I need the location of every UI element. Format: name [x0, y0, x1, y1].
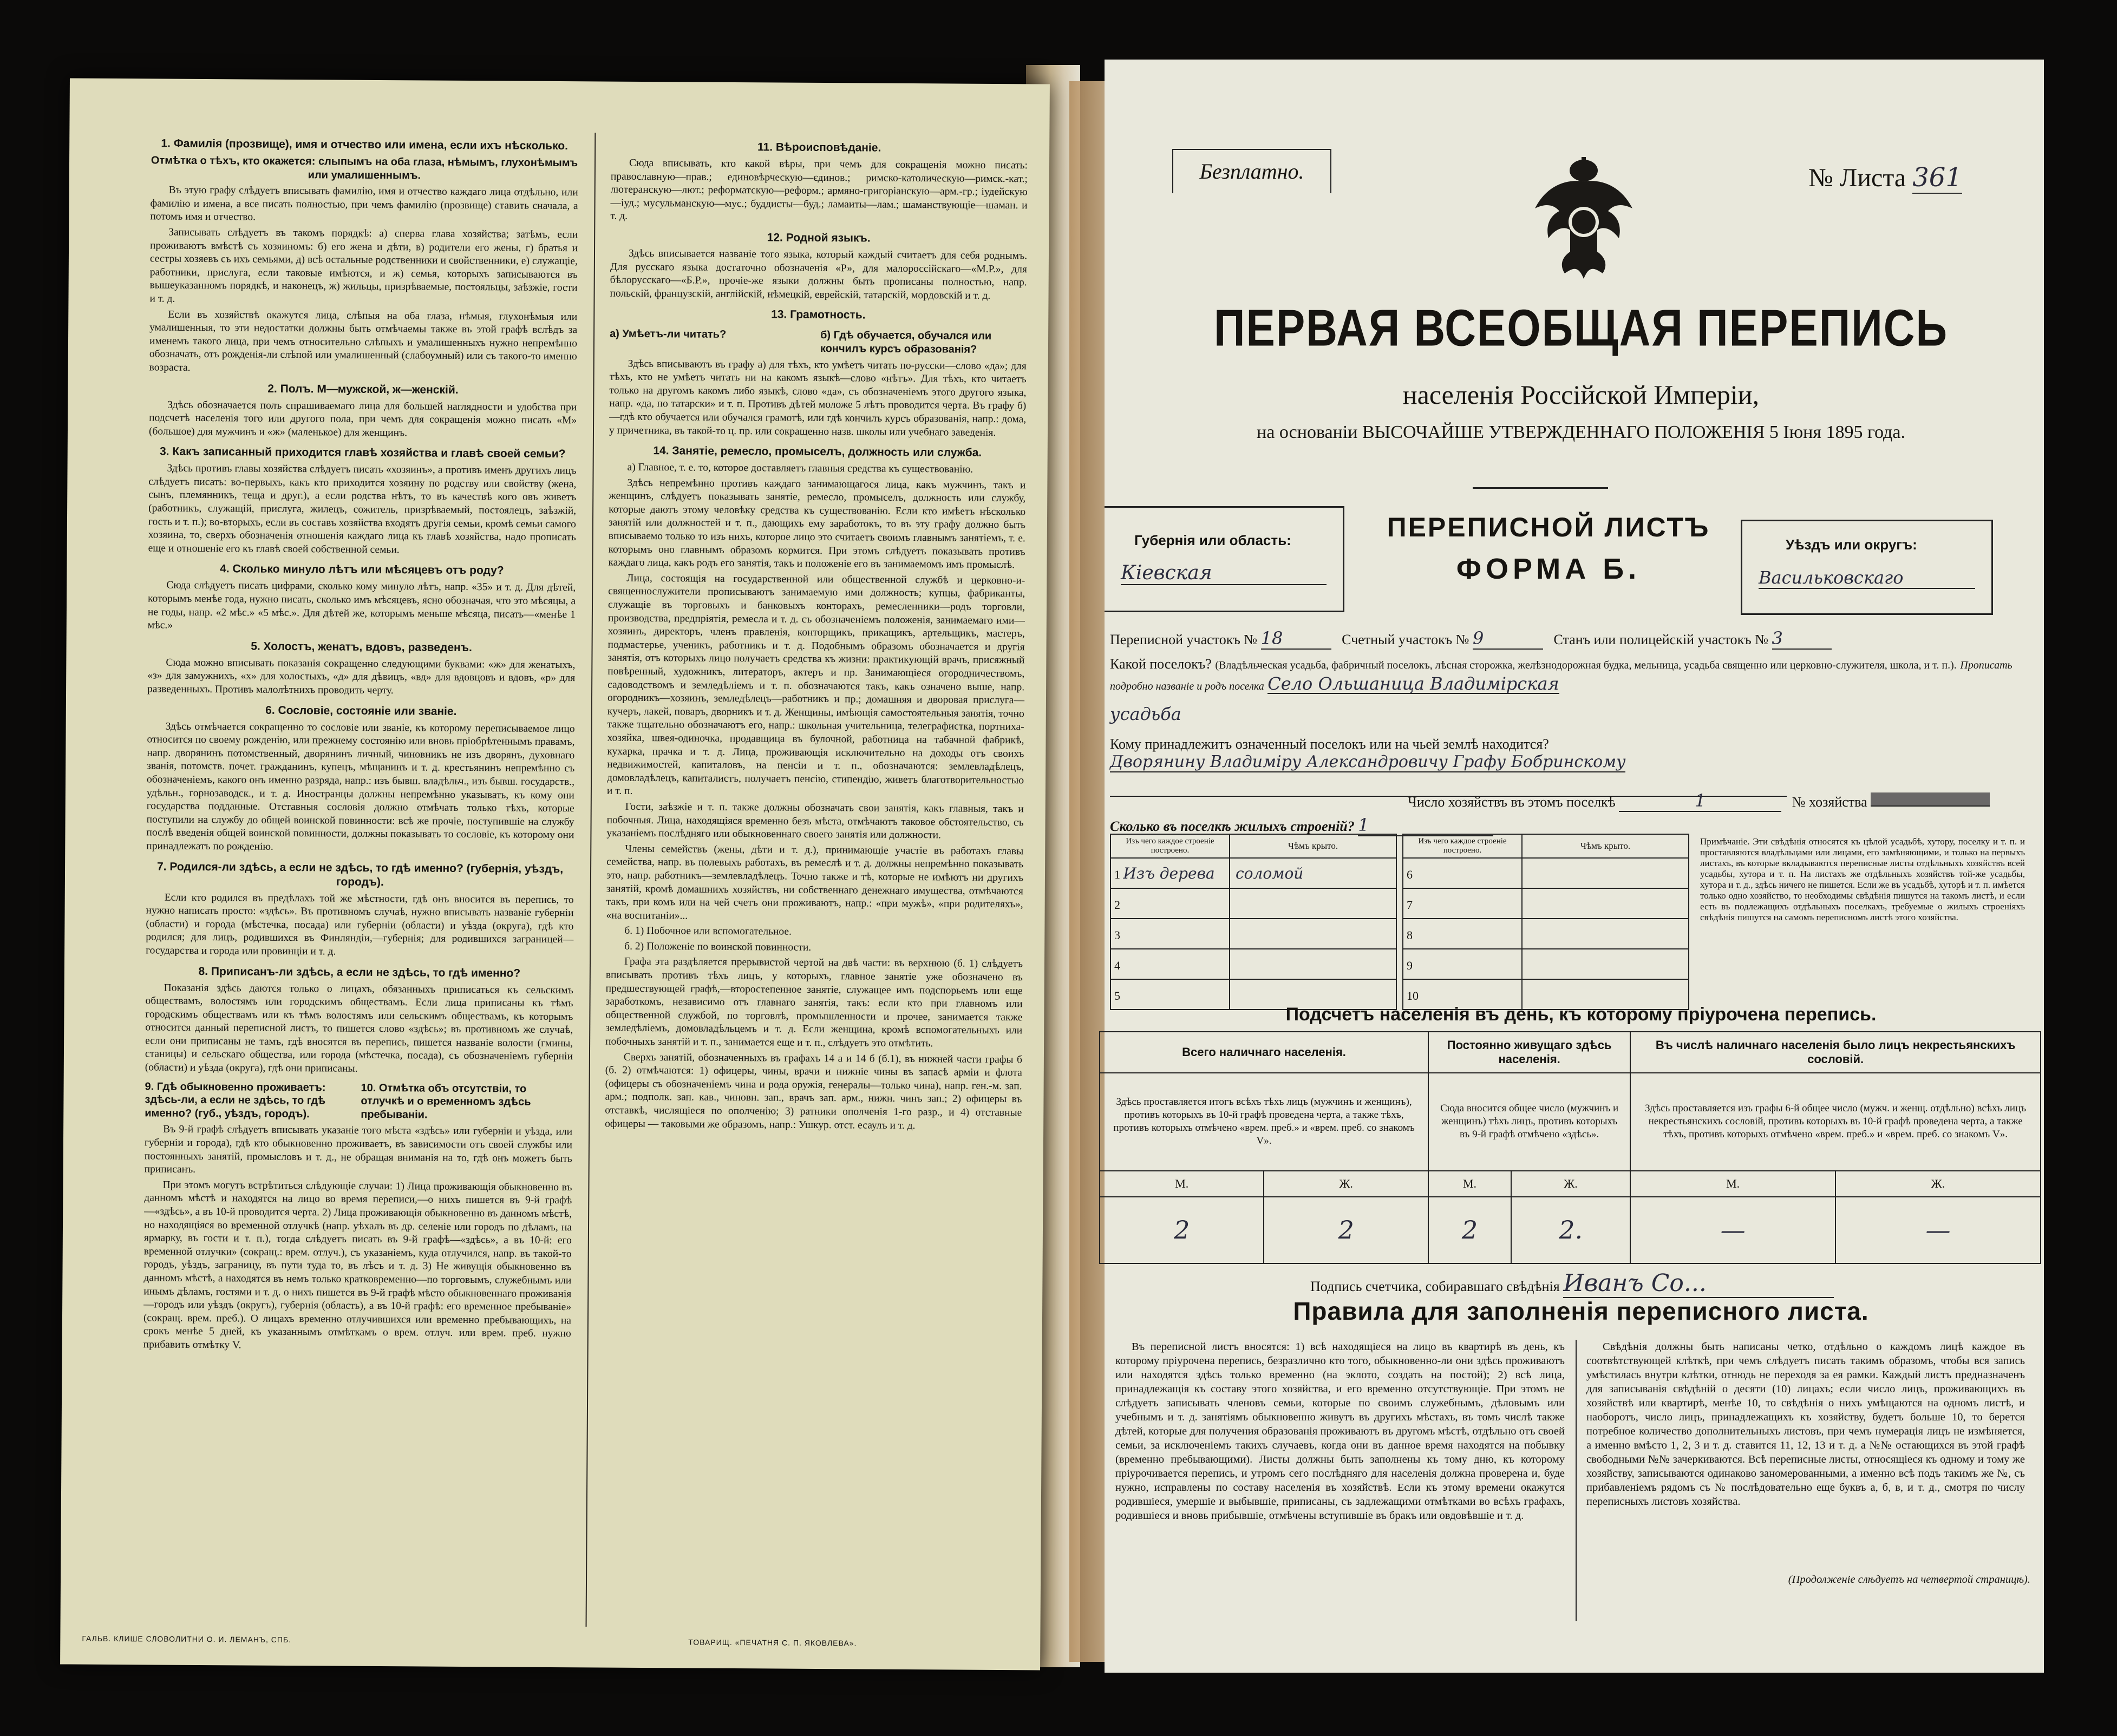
section-heading: 7. Родился-ли здѣсь, а если не здѣсь, то гдѣ именно? (губернія, уѣздъ, городъ). — [156, 860, 564, 888]
sex-column-label: М. — [1630, 1171, 1835, 1197]
stan-value[interactable]: 3 — [1772, 628, 1832, 650]
building-number: 9 — [1407, 958, 1413, 972]
building-material-cell[interactable] — [1110, 949, 1230, 979]
sheet-number-label: № Листа — [1808, 163, 1906, 192]
form-label: ФОРМА Б. — [1456, 553, 1641, 585]
section-heading-pair — [145, 1077, 573, 1126]
count-description: Здѣсь проставляется изъ графы 6-й общее число (мужч. и женщ. отдѣльно) всѣхъ лицъ некрестьянскихъ сословій, противъ которыхъ въ 10-й графѣ проведена черта, а также тѣхъ, противъ которыхъ отмѣчено «врем. преб.» и «врем. преб. со знакомъ V». — [1630, 1073, 2041, 1171]
instruction-paragraph: Здѣсь обозначается полъ спрашиваемаго лица для большей наглядности и удобства при подсчетѣ населенія того или другого пола, при чемъ для сокращенія можно писать «М» (большое) для мужчинъ и «ж» (маленькое) для женщинъ. — [148, 399, 577, 439]
count-value-cell[interactable]: 2. — [1511, 1197, 1630, 1263]
section-heading: 1. Фамилія (прозвище), имя и отчество или имена, если ихъ нѣсколько. — [161, 137, 569, 153]
instruction-paragraph: Если въ хозяйствѣ окажутся лица, слѣпыя на оба глаза, нѣмыя, глухонѣмыя или умалишенныя, то эти недостатки должны быть отмѣчаемы также въ этой графѣ вслѣдъ за именемъ такого лица, при чемъ относительно слѣпыхъ и умалишенныхъ нужно непремѣнно обозначать, отъ рожденія-ли слѣпой или умалишенный (слабоумный) или съ такого-то именно возраста. — [149, 309, 578, 374]
count-header: Всего наличнаго населенія. — [1100, 1032, 1428, 1073]
stan-label: Станъ или полицейскій участокъ № — [1553, 632, 1769, 647]
instruction-paragraph: б. 2) Положеніе по воинской повинности. — [624, 940, 812, 953]
instruction-paragraph: Здѣсь непремѣнно противъ каждаго занимающагося лица, какъ мужчинъ, такъ и женщинъ, слѣдуетъ показывать занятіе, ремесло, промыселъ, должность или службу, которые даютъ этому человѣку средства къ существованію. Если кто имѣетъ нѣсколько занятій или должностей и т. п., дающихъ ему заработокъ, то въ эту графу должно быть вписываемо только то изъ нихъ, которое лицо это считаетъ своимъ главнымъ занятіемъ, т. е. которымъ оно главнымъ образомъ кормится. При этомъ слѣдуетъ показывать противъ каждаго лица, какъ родъ его занятія, такъ и положеніе его въ занимаемомъ имъ промыслѣ. — [608, 477, 1026, 571]
sheet-number-value: 361 — [1912, 162, 1962, 193]
instruction-paragraph: Здѣсь вписывается названіе того языка, который каждый считаетъ для себя роднымъ. Для русскаго языка достаточно обозначенія «Р», для малороссійскаго—«М.Р.», для бѣлорусскаго—«Б.Р.», прочіе-же языки должны быть прописаны полностью, напр. польскій, французскій, англійскій, нѣмецкій, еврейскій, татарскій, мордовскій и т. д. — [610, 247, 1028, 302]
building-material-cell[interactable] — [1110, 858, 1230, 888]
printer-credit-right: ТОВАРИЩ. «ПЕЧАТНЯ С. П. ЯКОВЛЕВА». — [688, 1637, 857, 1648]
building-material-cell[interactable] — [1403, 919, 1522, 949]
section-heading: 12. Родной языкъ. — [767, 231, 871, 245]
schetny-label: Счетный участокъ № — [1342, 632, 1469, 647]
uchastok-row — [1110, 628, 1832, 650]
legal-basis: на основаніи ВЫСОЧАЙШЕ УТВЕРЖДЕННАГО ПОЛОЖЕНІЯ 5 Іюня 1895 года. — [1257, 422, 1905, 442]
count-value-cell[interactable]: 2 — [1428, 1197, 1511, 1263]
count-header: Постоянно живущаго здѣсь населенія. — [1428, 1032, 1630, 1073]
document-title: ПЕРВАЯ ВСЕОБЩАЯ ПЕРЕПИСЬ — [1214, 299, 1948, 357]
section-subheading: Отмѣтка о тѣхъ, кто окажется: слыпымъ на оба глаза, нѣмымъ, глухонѣмымъ или умалишеннымъ. — [151, 154, 578, 182]
building-number: 5 — [1114, 988, 1120, 1003]
population-count-table — [1099, 1031, 2041, 1264]
households-row — [1408, 790, 1990, 812]
section-heading: 9. Гдѣ обыкновенно проживаетъ: здѣсь-ли, а если не здѣсь, то гдѣ именно? (губ., уѣздъ, городъ). — [145, 1080, 326, 1121]
instruction-paragraph: Показанія здѣсь даются только о лицахъ, обязанныхъ приписаться къ сельскимъ обществамъ, волостямъ или городскимъ обществамъ. Если лица приписаны къ тѣмъ городскимъ обществамъ или къ тѣмъ волостямъ или сельскимъ обществамъ, къ которымъ относится данный переписной листъ, то пишется слово «здѣсь»; въ противномъ же случаѣ, если они приписаны не тамъ, гдѣ вносятся въ перепись, пишется названіе волости (гмины, станицы) и сельскаго общества, или города (мѣстечка, посада), съ обозначеніемъ губерніи (области) и уѣзда (округа), гдѣ они приписаны. — [145, 982, 573, 1075]
buildings-row — [1110, 815, 1493, 836]
building-row — [1110, 888, 1396, 919]
sex-column-label: М. — [1428, 1171, 1511, 1197]
free-of-charge-label: Безплатно. — [1172, 149, 1331, 193]
gubernia-value[interactable]: Кіевская — [1121, 562, 1327, 585]
section-heading: 10. Отмѣтка объ отсутствіи, то отлучкѣ и о временномъ здѣсь пребываніи. — [361, 1082, 531, 1121]
instruction-paragraph: а) Главное, т. е. то, которое доставляетъ главныя средства къ существованію. — [627, 461, 973, 475]
household-no-redacted — [1871, 792, 1990, 807]
uezd-value[interactable]: Васильковскаго — [1759, 567, 1975, 589]
instruction-paragraph: Лица, состоящія на государственной или общественной службѣ и церковно-и-священнослужители прописываютъ занимаемую ими должность; купцы, фабриканты, служащіе въ торговыхъ и банковыхъ конторахъ, ремесленники—родъ торговли, производства, предпріятія, ремесла и т. д. съ обозначеніемъ положенія, занимаемаго ими—хозяинъ, директоръ, членъ правленія, конторщикъ, прикащикъ, артельщикъ, мастеръ, подмастерье, ученикъ, работникъ и т. д. Подобнымъ образомъ обозначается и другія занятія, отъ которыхъ лицо получаетъ средства къ жизни: практикующій врачъ, присяжный повѣренный, художникъ, литераторъ, актеръ и пр. Занимающіеся огородничествомъ, садоводствомъ и земледѣліемъ и т. п. обозначаются такъ, какъ означено выше, напр. огородникъ—хозяинъ, земледѣлецъ—работникъ и пр.; домашняя и дворовая прислуга—кучеръ, лакей, поваръ, дворникъ и т. д. Женщины, имѣющія самостоятельныя занятія, точно также тщательно обозначаютъ его, напр.: школьная учительница, телеграфистка, портниха-хозяйка, швея-одиночка, продавщица въ булочной, работница на табачной фабрикѣ, кухарка, прачка и т. д. Лица, проживающія исключительно на доходы отъ своихъ недвижимостей, капиталовъ, на пенсіи и т. п., обозначаются: землевладѣлецъ, домовладѣлецъ, капиталистъ, получаетъ пенсію, стипендію, живетъ благотворительностью и т. п. — [606, 572, 1025, 797]
building-row — [1403, 858, 1689, 888]
building-row — [1110, 949, 1396, 979]
poselok-note-2: Прописать подробно названіе и родъ поселка — [1110, 659, 2013, 692]
building-number: 2 — [1114, 898, 1120, 912]
rules-title: Правила для заполненія переписного листа. — [1293, 1297, 1869, 1325]
owner-row — [1110, 736, 2030, 772]
buildings-table-right — [1402, 834, 1689, 1010]
building-number: 1 — [1114, 867, 1120, 881]
building-roof-cell[interactable] — [1522, 919, 1689, 949]
poselok-value-2[interactable]: усадьба — [1110, 704, 1181, 724]
printer-credit-left: ГАЛЬВ. КЛИШЕ СЛОВОЛИТНИ О. И. ЛЕМАНЪ, СПБ. — [82, 1634, 292, 1645]
section-heading: 2. Полъ. М—мужской, ж—женскій. — [267, 382, 459, 396]
buildings-label: Сколько въ поселкѣ жилыхъ строеній? — [1110, 818, 1355, 834]
uezd-label: Уѣздъ или округъ: — [1786, 536, 1917, 553]
building-material-cell[interactable] — [1403, 949, 1522, 979]
instruction-paragraph: Если кто родился въ предѣлахъ той же мѣстности, гдѣ онъ вносится въ перепись, то нужно написать просто: «здѣсь». Въ противномъ случаѣ, нужно вписывать названіе губерніи (области) и города (мѣстечка, посада) или губерніи (области) и уѣзда (округа), гдѣ кто родился; для лицъ, родившихся въ Финляндіи,—губернія; для родившихся заграницей—государства и города или провинціи и т. д. — [146, 892, 574, 958]
sex-column-label: Ж. — [1264, 1171, 1428, 1197]
document-subtitle: населенія Россійской Имперіи, — [1402, 379, 1760, 410]
section-heading: 11. Вѣроисповѣданіе. — [757, 141, 881, 154]
left-page — [60, 78, 1050, 1670]
building-material-cell[interactable] — [1403, 858, 1522, 888]
building-roof-cell[interactable] — [1230, 888, 1396, 919]
building-roof-cell[interactable]: соломой — [1230, 858, 1396, 888]
column-divider — [586, 133, 596, 1627]
signature-value[interactable]: Иванъ Со... — [1563, 1269, 1834, 1298]
building-material-cell[interactable] — [1110, 888, 1230, 919]
instruction-paragraph: При этомъ могутъ встрѣтиться слѣдующіе случаи: 1) Лица проживающія обыкновенно въ данномъ мѣстѣ и находятся на лицо во время переписи,—о нихъ пишется въ 9-й графѣ—«здѣсь», а въ 10-й проводится черта. 2) Лица проживающія обыкновенно въ данномъ мѣстѣ, но находящіяся во временной отлучкѣ (напр. уѣхалъ въ др. селеніе или городъ по дѣламъ, на ярмарку, въ гости и т. п.), тогда слѣдуетъ писать въ 9-й графѣ—«здѣсь», а въ 10-й: его временной отлучки» (сокращ.: врем. отлуч.), съ указаніемъ, куда отлучился, напр. въ такой-то городъ, уѣздъ, заграницу, въ пути туда то, въ лѣсъ и т. д. 3) Не живущія обыкновенно въ данномъ мѣстѣ, а находятся въ немъ только кратковременно—по торговымъ, служебнымъ или инымъ дѣламъ, гостями и т. д. о нихъ пишется въ 9-й графѣ мѣсто обыкновеннаго проживанія—городъ или уѣздъ (округъ), губернія (область), а въ 10-й графѣ: его временное пребываніе» (сокращ. врем. преб.). О лицахъ временно отлучившихся или временно пребывающихъ, на срокъ менѣе 5 дней, къ указаннымъ отмѣткамъ о врем. отлуч. или врем. преб. нужно прибавить отмѣтку V. — [143, 1179, 572, 1351]
owner-label: Кому принадлежитъ означенный поселокъ или на чьей землѣ находится? — [1110, 736, 1549, 752]
buildings-table-left — [1110, 834, 1397, 1010]
sex-column-label: Ж. — [1835, 1171, 2041, 1197]
instruction-paragraph: Гости, заѣзжіе и т. п. также должны обозначать свои занятія, какъ главныя, такъ и побочныя. Лица, находящіяся временно безъ мѣста, отмѣчаютъ таковое обстоятельство, съ указаніемъ послѣдняго или обыкновеннаго своего занятія или должности. — [606, 801, 1024, 841]
sex-column-label: Ж. — [1511, 1171, 1630, 1197]
buildings-note: Примѣчаніе. Эти свѣдѣнія относятся къ цѣлой усадьбѣ, хутору, поселку и т. п. и проставляются владѣльцами или лицами, его замѣняющими, и только на первыхъ листахъ, въ которые вкладываются переписные листы отдѣльныхъ хозяйствъ всей усадьбы, хутора и т. п. На листахъ же отдѣльныхъ хозяйствъ той-же усадьбы, хутора и т. д., здѣсь ничего не пишется. Если же въ усадьбѣ, хуторѣ и т. п. имѣется только одно хозяйство, то необходимы свѣдѣнія пишутся на такомъ листѣ, и если есть въ подлежащихъ отдѣльныхъ поселкахъ, требуемые о жилыхъ строеніяхъ свѣдѣнія пишутся на самомъ переписномъ листѣ этого хозяйства. — [1700, 836, 2025, 922]
households-label: Число хозяйствъ въ этомъ поселкѣ — [1408, 794, 1616, 810]
count-value-cell[interactable]: 2 — [1100, 1197, 1264, 1263]
section-heading: 4. Сколько минуло лѣтъ или мѣсяцевъ отъ роду? — [220, 562, 504, 577]
households-value[interactable]: 1 — [1619, 790, 1781, 812]
building-roof-header: Чѣмъ крыто. — [1230, 834, 1396, 858]
rules-column-1: Въ переписной листъ вносятся: 1) всѣ находящіеся на лицо въ квартирѣ въ день, къ которому пріурочена перепись, безразлично кто того, обыкновенно-ли они здѣсь проживаютъ или находятся здѣсь только временно (на эклото, создать на постой); 2) всѣ лица, принадлежащія къ составу этого хозяйства, и его временно отсутствующіе. При этомъ не слѣдуетъ записывать членовъ семьи, которые по своимъ служебнымъ, дѣловымъ или учебнымъ и т. д. занятіямъ обыкновенно живутъ въ другихъ мѣстахъ, въ томъ числѣ также дѣтей, которые для получения образованія проживаютъ въ другомъ мѣстѣ, отдѣльно отъ своей семьи, за исключеніемъ такихъ случаевъ, когда они въ данное время находятся на побывку (временно пребывающими). Листы должны быть заполнены къ тому дню, къ которому пріурочивается перепись, и утромъ сего послѣдняго для населенія должна проверена и, буде нужно, исправлены по составу населенія въ хозяйствѣ. Если къ этому времени окажутся родившіеся, умершіе и выбывшіе, приписаны, съ задлежащими отмѣтками во всѣхъ графахъ, родившіеся и вновь прибывшіе, отмѣчены вступившіе въ бракъ или овдовѣвшіе и т. д. — [1115, 1341, 1565, 1522]
instruction-paragraph: Сюда слѣдуетъ писать цифрами, сколько кому минуло лѣтъ, напр. «35» и т. д. Для дѣтей, которымъ менѣе года, нужно писать, сколько имъ мѣсяцевъ, ясно обозначая, что это мѣсяцы, а не годы, напр. «2 мѣс.» «5 мѣс.». Для дѣтей же, которымъ меньше мѣсяца, писать—«менѣе 1 мѣс.» — [147, 580, 576, 631]
buildings-value[interactable]: 1 — [1358, 815, 1493, 836]
instruction-paragraph: Здѣсь противъ главы хозяйства слѣдуетъ писать «хозяинъ», а противъ именъ другихъ лицъ слѣдуетъ писать: во-первыхъ, какъ кто приходится хозяину по родству или свойству (жена, сынъ, племянникъ, теща и друг.), а если родства нѣтъ, то въ качествѣ кого овъ живетъ (работникъ, служащій, прислуга, жилецъ, сожитель, призрѣваемый, постоялецъ, заѣзжій, гость и т. п.); во-вторыхъ, если въ составъ хозяйства входятъ другія семьи, кромѣ семьи самого хозяина, то, сверхъ обозначенія отношенія каждаго лица къ главѣ хозяйства, надо прописать еще и отношеніе его къ главѣ своей собственной семьи. — [148, 462, 577, 556]
building-roof-cell[interactable] — [1522, 888, 1689, 919]
instruction-paragraph: Графа эта раздѣляется прерывистой чертой на двѣ части: въ верхнюю (б. 1) слѣдуетъ вписывать противъ тѣхъ лицъ, у которыхъ, главное занятіе уже обозначено въ предшествующей графѣ,—второстепенное занятіе, служащее имъ подспорьемъ или еще заработкомъ, независимо отъ главнаго занятія, такъ: если кто при главномъ или общественной службой, по торговлѣ, промышленности и прочее, занимается также земледѣліемъ, домовладѣльцемъ и т. д. Если женщина, кромѣ вспомогательныхъ или побочныхъ занятій и т. п., занимается еще и т. п., слѣдуетъ это отмѣтить. — [605, 956, 1023, 1050]
building-number: 10 — [1407, 988, 1419, 1003]
poselok-value[interactable]: Село Ольшаница Владимірская — [1267, 673, 1559, 694]
rules-column-2: Свѣдѣнія должны быть написаны четко, отдѣльно о каждомъ лицѣ каждое въ соотвѣтствующей клѣткѣ, при чемъ слѣдуетъ писать такимъ образомъ, чтобы вся запись умѣстилась внутри клѣтки, отнюдь не переходя за ея рамки. Каждый листъ предназначенъ для записыванія свѣдѣній о десяти (10) лицахъ; если число лицъ, проживающихъ въ хозяйствѣ или квартирѣ, менѣе 10, то свѣдѣнія о нихъ умѣщаются на одномъ листѣ, и наоборотъ, число лицъ, принадлежащихъ къ хозяйству, будетъ больше 10, то берется потребное количество дополнительныхъ листовъ, при чемъ нумерація лицъ не измѣняется, а именно вмѣсто 1, 2, 3 и т. д. ставится 11, 12, 13 и т. д. а №№ остающихся въ этой графѣ свободными №№ зачеркиваются. Всѣ переписные листы, относящіеся къ одному и тому же хозяйству, записываются одинаково заномерованными, а именно всѣ подъ такимъ же №, съ прибавленіемъ рядомъ съ № послѣдовательно еще буквъ а, б, в, и т. д., смотря по числу переписныхъ листовъ хозяйства. — [1586, 1341, 2025, 1508]
building-material-cell[interactable] — [1110, 919, 1230, 949]
building-roof-cell[interactable] — [1522, 858, 1689, 888]
census-sheet-title: ПЕРЕПИСНОЙ ЛИСТЪ — [1387, 512, 1710, 542]
instruction-paragraph: Сверхъ занятій, обозначенныхъ въ графахъ 14 а и 14 б (б.1), въ нижней части графы б (б. 2) отмѣчаются: 1) офицеры, чины, врачи и нижніе чины въ запасѣ арміи и флота (офицеры съ обозначеніемъ чина и рода оружія, генералы—только чина), напр. ген.-м. зап. арм.; подполк. зап. кав., чиновн. зап., врачъ зап. арм., нижн. чинъ зап.; 2) офицеры въ отставкѣ, числящіеся по ополченію; 3) ратники ополченія 1-го разр., и 4) отставные офицеры — таковыми же образомъ, напр.: Ушкур. отст. есаулъ и т. д. — [605, 1051, 1022, 1131]
sex-column-label: М. — [1100, 1171, 1264, 1197]
signature-label: Подпись счетчика, собиравшаго свѣдѣнія — [1310, 1279, 1560, 1294]
sheet-number — [1808, 162, 1962, 193]
count-description: Здѣсь проставляется итогъ всѣхъ тѣхъ лицъ (мужчинъ и женщинъ), противъ которыхъ въ 10-й графѣ проведена черта, а также тѣхъ, противъ которыхъ отмѣчено «врем. преб.» и «врем. преб. со знакомъ V». — [1100, 1073, 1428, 1171]
poselok-label: Какой поселокъ? — [1110, 656, 1212, 672]
building-number: 7 — [1407, 898, 1413, 912]
building-roof-cell[interactable] — [1522, 949, 1689, 979]
section-heading: 5. Холостъ, женатъ, вдовъ, разведенъ. — [251, 640, 472, 654]
building-number: 4 — [1114, 958, 1120, 972]
gubernia-box — [1105, 506, 1344, 612]
building-roof-cell[interactable] — [1230, 949, 1396, 979]
building-roof-cell[interactable] — [1230, 919, 1396, 949]
household-no-label: № хозяйства — [1792, 794, 1867, 810]
uchastok-value[interactable]: 18 — [1261, 628, 1331, 650]
instruction-paragraph: Здѣсь вписываютъ въ графу а) для тѣхъ, кто умѣетъ читать по-русски—слово «да»; для тѣхъ, кто не умѣетъ читать ни на какомъ языкѣ—слово «нѣтъ». Для тѣхъ, кто читаетъ только на другомъ какомъ либо языкѣ, слово «да», съ обозначеніемъ этого другого языка, напр. «да, по татарски» и т. п. Противъ дѣтей моложе 5 лѣтъ проводится черта. Въ графу б)—гдѣ кто обучается или обучался грамотѣ, или гдѣ кончилъ курсъ образованія, напр.: дома, у причетника, въ такой-то ц. пр. или сокращенно назв. школы или учебнаго заведенія. — [609, 358, 1027, 438]
building-material-value: Изъ дерева — [1123, 864, 1215, 882]
instruction-paragraph: Сюда вписывать, кто какой вѣры, при чемъ для сокращенія можно писать: православную—прав.; единовѣрческую—єдинов.; римско-католическую—римск.-кат.; лютеранскую—лют.; реформатскую—реформ.; армяно-григоріанскую—арм.-гр.; іудейскую—іуд.; мусульманскую—мус.; буддисты—буд.; ламаиты—лам.; шаманствующіе—шаман. и т. д. — [610, 157, 1028, 222]
population-count-title: Подсчетъ населенія въ день, къ которому пріурочена перепись. — [1285, 1004, 1877, 1025]
imperial-eagle-emblem-icon — [1532, 157, 1635, 281]
building-material-header: Изъ чего каждое строеніе построено. — [1110, 834, 1230, 858]
count-value-cell[interactable]: — — [1835, 1197, 2041, 1263]
section-heading: 6. Сословіе, состояніе или званіе. — [265, 704, 457, 718]
building-material-header: Изъ чего каждое строеніе построено. — [1403, 834, 1522, 858]
building-row — [1110, 919, 1396, 949]
building-row — [1403, 949, 1689, 979]
building-roof-header: Чѣмъ крыто. — [1522, 834, 1689, 858]
owner-value[interactable]: Дворянину Владиміру Александровичу Графу Бобринскому — [1110, 752, 1626, 771]
section-heading: 13. Грамотность. — [771, 308, 866, 322]
rules-divider — [1576, 1340, 1577, 1621]
instruction-paragraph: Въ 9-й графѣ слѣдуетъ вписывать указаніе того мѣста «здѣсь» или губерніи и уѣзда, или губерніи и города), гдѣ кто обыкновенно проживаетъ, въ зависимости отъ своей службы или постоянныхъ занятій, промысловъ и т. д., не обращая вниманія на то, гдѣ онъ можетъ быть приписанъ. — [144, 1124, 573, 1176]
section-heading-pair — [610, 324, 1027, 360]
uchastok-label: Переписной участокъ № — [1110, 632, 1258, 647]
section-heading: 3. Какъ записанный приходится главѣ хозяйства и главѣ своей семьи? — [159, 445, 566, 461]
building-number: 3 — [1114, 928, 1120, 942]
building-row — [1110, 858, 1396, 888]
instruction-paragraph: Члены семействъ (жены, дѣти и т. д.), принимающіе участіе въ работахъ главы семейства, напр. въ полевыхъ работахъ, въ ремеслѣ и т. д. должны непремѣнно показывать это, напр. работникъ—землевладѣлецъ. Точно также и тѣ, которые не имѣютъ ни другихъ занятій, кромѣ домашнихъ хозяйствъ, ни собственнаго денежнаго имущества, отмѣчаются такъ, при комъ или на чей счетъ они проживаютъ, напр.: «при мужѣ», «при родителяхъ», «на воспитаніи»... — [606, 843, 1024, 922]
section-heading: б) Гдѣ обучается, обучался или кончилъ курсъ образованія? — [820, 329, 992, 356]
building-number: 6 — [1407, 867, 1413, 881]
instruction-paragraph: Сюда можно вписывать показанія сокращенно следующими буквами: «ж» для женатыхъ, «з» для замужнихъ, «х» для холостыхъ, «д» для дѣвицъ, «вд» для вдовцовъ и вдовъ, «р» для разведенныхъ. Противъ малолѣтнихъ проводить черту. — [147, 657, 576, 697]
section-heading: 14. Занятіе, ремесло, промыселъ, должность или служба. — [653, 444, 982, 459]
building-row — [1403, 919, 1689, 949]
section-heading: 8. Приписанъ-ли здѣсь, а если не здѣсь, то гдѣ именно? — [198, 965, 521, 980]
count-header: Въ числѣ наличнаго населенія было лицъ некрестьянскихъ сословій. — [1630, 1032, 2041, 1073]
count-value-cell[interactable]: — — [1630, 1197, 1835, 1263]
instruction-paragraph: б. 1) Побочное или вспомогательное. — [624, 925, 792, 938]
instruction-paragraph: Здѣсь отмѣчается сокращенно то сословіе или званіе, къ которому переписываемое лицо относится по своему рожденію, или прежнему состоянію или вновь пріобрѣтеннымъ правамъ, напр. дворянинъ потомственный, дворянинъ личный, чиновникъ не изъ дворянъ, духовнаго званія, потомств. почет. гражданинъ, купецъ, мѣщанинъ и т. д. крестьянинъ непремѣнно съ обозначеніемъ, какого онъ именно разряда, напр.: изъ бывш. владѣльч., изъ бывш. государств., удѣльн., горнозаводск., и т. д. Иностранцы должны непремѣнно указывать, къ кому они государства подданные. Отставныя сословія должно отмѣчать только тѣхъ, которые поступили на службу до общей воинской повинности: всѣ же прочіе, поступившіе на службу послѣ введенія общей воинской повинности, должны показывать то сословіе, къ которому они принадлежатъ по рожденію. — [146, 720, 575, 853]
building-material-cell[interactable] — [1403, 888, 1522, 919]
count-description: Сюда вносится общее число (мужчинъ и женщинъ) тѣхъ лицъ, противъ которыхъ въ 9-й графѣ отмѣчено «здѣсь». — [1428, 1073, 1630, 1171]
signature-row — [1310, 1269, 1834, 1298]
schetny-value[interactable]: 9 — [1473, 628, 1543, 650]
building-number: 8 — [1407, 928, 1413, 942]
gubernia-label: Губернія или область: — [1134, 532, 1291, 548]
poselok-row — [1110, 655, 2025, 696]
section-heading: а) Умѣетъ-ли читать? — [610, 327, 727, 341]
instructions-column-2 — [605, 133, 1028, 1136]
uezd-box — [1741, 520, 1993, 615]
instruction-paragraph: Записывать слѣдуетъ въ такомъ порядкѣ: а) сперва глава хозяйства; затѣмъ, если проживаютъ вмѣстѣ съ хозяиномъ: б) его жена и дѣти, в) родители его жены, г) братья и сестры хозяевъ съ ихъ семьями, д) всѣ остальные родственники и свойственники, е) служащіе, работники, прислуга, если таковые имѣются, и ж) семья, которыхъ записываются въ вышеуказанномъ порядкѣ, и наконецъ, ж) жильцы, призрѣваемые, постояльцы, заѣзжіе, гости и т. д. — [149, 226, 578, 305]
instruction-paragraph: Въ этую графу слѣдуетъ вписывать фамилію, имя и отчество каждаго лица отдѣльно, или фамилію и имена, а все писать полностью, при чемъ фамилію (прозвище) ставить сначала, а потомъ имя и отчество. — [150, 184, 578, 223]
instructions-column-1 — [143, 130, 579, 1356]
poselok-note: (Владѣльческая усадьба, фабричный поселокъ, лѣсная сторожка, желѣзнодорожная будка, мельница, усадьба священно или церковно-служителя, школа, и т. п.). — [1215, 659, 1957, 671]
continued-note: (Продолженіе слѣдуетъ на четвертой страницѣ). — [1788, 1574, 2030, 1586]
separator-line — [1473, 487, 1608, 489]
building-row — [1403, 888, 1689, 919]
count-value-cell[interactable]: 2 — [1264, 1197, 1428, 1263]
